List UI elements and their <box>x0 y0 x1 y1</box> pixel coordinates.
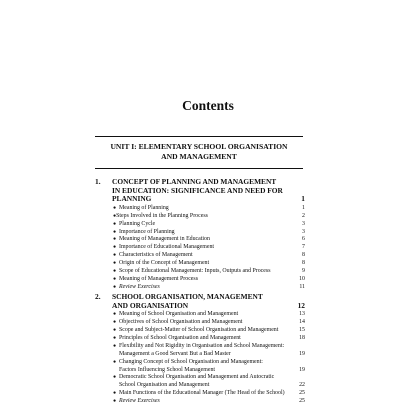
section-title: Flexibility and Not Rigidity in Organisation and School Management: Management a Good Servant But a Bad Master <box>119 342 285 357</box>
section-entry <box>113 284 305 292</box>
bullet-icon: ● <box>113 220 117 227</box>
bullet-icon: ● <box>113 342 117 349</box>
chapter-title: CONCEPT OF PLANNING AND MANAGEMENT IN EDUCATION: SIGNIFICANCE AND NEED FOR PLANNING <box>112 177 283 204</box>
section-page-number: 25 <box>299 398 305 405</box>
section-title: Principles of School Organisation and Management <box>119 334 241 341</box>
chapter-number: 1. <box>95 177 101 186</box>
chapter-entry <box>95 293 305 406</box>
unit-heading-line-2: AND MANAGEMENT <box>161 152 237 161</box>
section-list <box>113 205 305 292</box>
chapter-heading <box>95 293 305 310</box>
section-title: Characteristics of Management <box>119 252 193 259</box>
section-entry <box>113 252 305 260</box>
unit-heading <box>95 142 303 162</box>
section-entry <box>113 276 305 284</box>
section-title: Importance of Educational Management <box>119 244 215 251</box>
section-list <box>113 311 305 406</box>
section-title: Scope of Educational Management: Inputs, Outputs and Process <box>119 268 271 275</box>
section-entry <box>113 390 305 398</box>
section-entry <box>113 327 305 335</box>
unit-rule <box>95 168 303 169</box>
chapter-page-number: 12 <box>297 300 305 310</box>
bullet-icon: ● <box>113 358 117 365</box>
bullet-icon: ● <box>113 236 117 243</box>
section-title: Meaning of Management in Education <box>119 236 210 243</box>
section-page-number: 8 <box>302 260 305 267</box>
section-title: Review Exercises <box>119 398 160 405</box>
section-entry <box>113 398 305 406</box>
section-entry <box>113 359 305 375</box>
section-page-number: 9 <box>302 268 305 275</box>
section-title: Meaning of Planning <box>119 204 169 211</box>
bullet-icon: ● <box>113 252 117 259</box>
section-title: Main Functions of the Educational Manager (The Head of the School) <box>119 390 285 397</box>
bullet-icon: ● <box>113 228 117 235</box>
bullet-icon: ● <box>113 244 117 251</box>
bullet-icon: ● <box>113 334 117 341</box>
section-title: Review Exercises <box>119 283 160 290</box>
section-entry <box>113 260 305 268</box>
section-page-number: 18 <box>299 334 305 341</box>
section-title: Changing Concept of School Organisation and Management: Factors Influencing School Management <box>119 358 263 373</box>
section-page-number: 13 <box>299 311 305 318</box>
bullet-icon: ● <box>113 374 117 381</box>
section-page-number: 2 <box>302 212 305 219</box>
bullet-icon: ● <box>113 275 117 282</box>
section-title: Objectives of School Organisation and Management <box>119 319 243 326</box>
section-page-number: 8 <box>302 252 305 259</box>
section-title: Meaning of Management Process <box>119 275 199 282</box>
section-title: Planning Cycle <box>119 220 156 227</box>
section-page-number: 10 <box>299 275 305 282</box>
chapter-heading <box>95 178 305 204</box>
chapter-entry <box>95 178 305 292</box>
section-page-number: 11 <box>299 283 305 290</box>
section-page-number: 15 <box>299 327 305 333</box>
chapter-number: 2. <box>95 292 101 301</box>
section-title: Scope and Subject-Matter of School Organisation and Management <box>119 327 279 333</box>
section-page-number: 3 <box>302 228 305 235</box>
bullet-icon: ● <box>113 204 117 211</box>
section-entry <box>113 205 305 213</box>
section-title: Meaning of School Organisation and Management <box>119 311 239 318</box>
section-entry <box>113 268 305 276</box>
section-entry <box>113 319 305 327</box>
bullet-icon: ● <box>113 327 117 333</box>
section-page-number: 6 <box>302 236 305 243</box>
section-page-number: 22 <box>299 382 305 389</box>
bullet-icon: ● <box>113 311 117 318</box>
section-title: Importance of Planning <box>119 228 175 235</box>
section-entry <box>113 335 305 343</box>
section-entry <box>113 343 305 359</box>
section-page-number: 19 <box>299 366 305 373</box>
section-entry <box>113 213 305 221</box>
bullet-icon: ● <box>113 319 117 326</box>
section-title: Steps Involved in the Planning Process <box>116 212 208 219</box>
section-page-number: 7 <box>302 244 305 251</box>
section-page-number: 19 <box>299 350 305 357</box>
section-page-number: 14 <box>299 319 305 326</box>
section-page-number: 3 <box>302 220 305 227</box>
page-title: Contents <box>182 98 234 113</box>
chapter-page-number: 1 <box>301 194 305 204</box>
bullet-icon: ● <box>113 283 117 290</box>
bullet-icon: ● <box>113 260 117 267</box>
bullet-icon: ● <box>113 398 117 405</box>
section-title: Democratic School Organisation and Management and Autocratic School Organisation and Management <box>119 374 275 389</box>
top-rule <box>95 136 303 137</box>
bullet-icon: ● <box>113 268 117 275</box>
section-entry <box>113 374 305 390</box>
bullet-icon: ● <box>113 390 117 397</box>
chapter-title: SCHOOL ORGANISATION, MANAGEMENT AND ORGANISATION <box>112 292 263 310</box>
unit-heading-line-1: UNIT I: ELEMENTARY SCHOOL ORGANISATION <box>110 142 288 151</box>
section-title: Origin of the Concept of Management <box>119 260 210 267</box>
section-page-number: 25 <box>299 390 305 397</box>
bullet-icon: ● <box>113 212 117 219</box>
section-entry <box>113 311 305 319</box>
section-entry <box>113 221 305 229</box>
section-page-number: 1 <box>302 204 305 211</box>
